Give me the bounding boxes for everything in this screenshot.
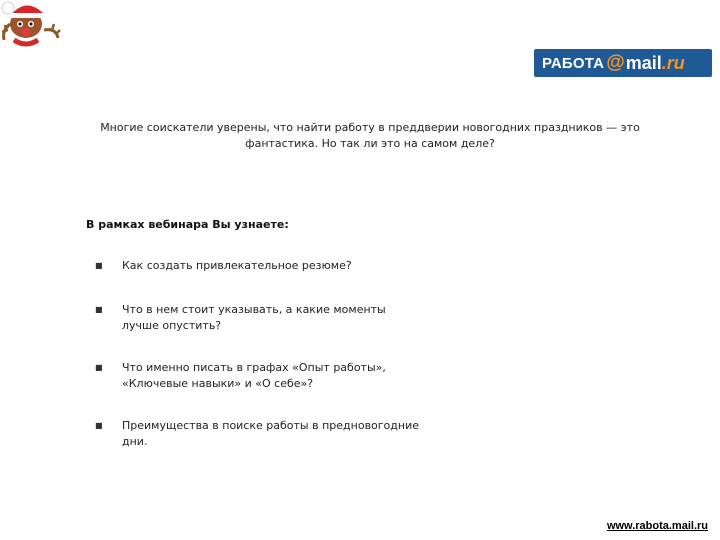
- rabota-mail-logo[interactable]: [534, 49, 712, 77]
- logo-word: РАБОТА: [542, 54, 605, 72]
- bullet-text: Что именно писать в графах «Опыт работы», «Ключевые навыки» и «О себе»?: [122, 361, 386, 390]
- bullet-marker-icon: ■: [95, 305, 103, 314]
- logo-mail: mail: [625, 52, 662, 73]
- bullet-marker-icon: ■: [95, 363, 103, 372]
- logo-ru: .ru: [661, 52, 685, 73]
- bullet-text: Что в нем стоит указывать, а какие моменты лучше опустить?: [122, 303, 386, 332]
- bullet-item: [95, 360, 455, 392]
- footer-site-link[interactable]: www.rabota.mail.ru: [606, 520, 708, 532]
- bullet-text: Как создать привлекательное резюме?: [122, 259, 352, 272]
- bullet-text: Преимущества в поиске работы в предновогодние дни.: [122, 419, 419, 448]
- bullet-marker-icon: ■: [95, 261, 103, 270]
- reindeer-icon: [0, 0, 62, 62]
- bullet-marker-icon: ■: [95, 421, 103, 430]
- bullet-item: [95, 302, 455, 334]
- logo-at: @: [606, 52, 625, 73]
- bullet-item: [95, 258, 455, 274]
- webinar-heading: В рамках вебинара Вы узнаете:: [86, 218, 289, 231]
- intro-text: Многие соискатели уверены, что найти работу в преддверии новогодних праздников — это фантастика. Но так ли это на самом деле?: [100, 121, 640, 150]
- bullet-item: [95, 418, 455, 450]
